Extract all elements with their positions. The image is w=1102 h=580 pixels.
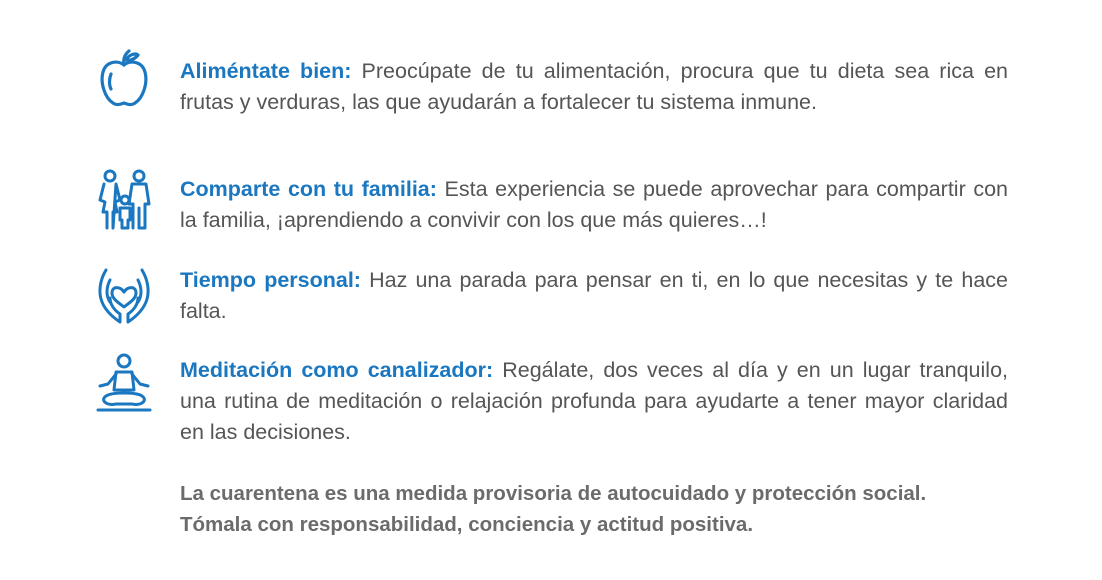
tip-title: Meditación como canalizador: (180, 358, 494, 382)
closing-line-1: La cuarentena es una medida provisoria de autocuidado y protección social. (180, 482, 927, 505)
tip-body: Regálate, dos veces al día y en un lugar tranquilo, una rutina de meditación o relajación profunda para ayudarte a tener mayor claridad en las decisiones. (180, 358, 1008, 444)
tip-text (180, 265, 1008, 327)
tip-body: Esta experiencia se puede aprovechar para compartir con la familia, ¡aprendiendo a convivir con los que más quieres…! (180, 177, 1008, 232)
closing-line-2: Tómala con responsabilidad, conciencia y actitud positiva. (180, 513, 754, 536)
tip-body: Preocúpate de tu alimentación, procura que tu dieta sea rica en frutas y verduras, las que ayudarán a fortalecer tu sistema inmune. (180, 59, 1009, 114)
hands-heart-icon (92, 262, 156, 326)
tip-body: Haz una parada para pensar en ti, en lo que necesitas y te hace falta. (180, 268, 1008, 323)
tip-text (180, 355, 1008, 448)
tip-title: Comparte con tu familia: (180, 177, 437, 201)
tip-text (180, 174, 1008, 236)
meditation-icon (92, 352, 156, 416)
tip-text (180, 56, 1008, 118)
tip-title: Aliméntate bien: (180, 59, 352, 83)
closing-message (180, 478, 1040, 540)
apple-icon (92, 48, 156, 112)
family-icon (92, 168, 156, 232)
tip-title: Tiempo personal: (180, 268, 361, 292)
